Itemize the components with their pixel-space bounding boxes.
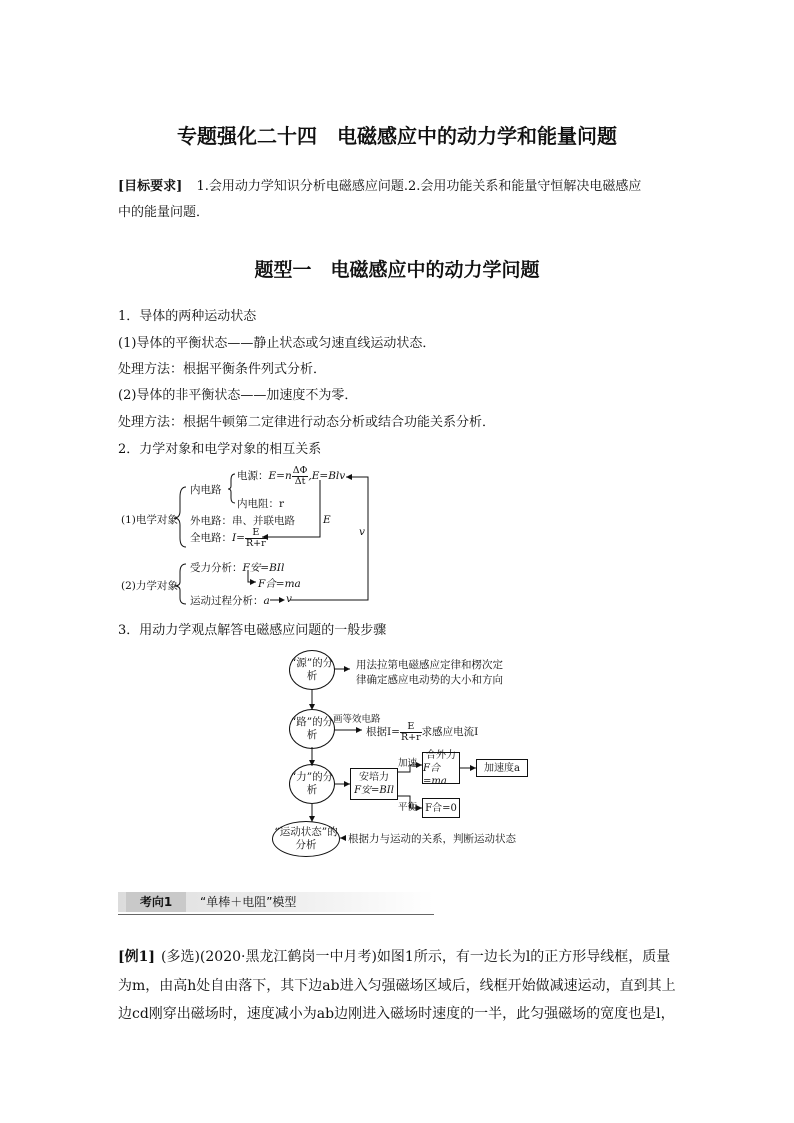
source-text-1: 用法拉第电磁感应定律和楞次定 (356, 659, 503, 671)
example-line-1 (118, 946, 670, 966)
banner-text: “单棒＋电阻”模型 (200, 895, 297, 909)
current-rule-fraction (400, 722, 422, 742)
circuit-analysis-node: “路”的分析 (289, 709, 335, 749)
ampere-force-box-formula: F安=BIl (354, 785, 394, 796)
example-text-1: (多选)(2020·黑龙江鹤岗一中月考)如图1所示，有一边长为l的正方形导线框，质量 (161, 949, 671, 965)
inner-circuit-label: 内电路 (190, 484, 222, 496)
item1-a-method: 处理方法：根据平衡条件列式分析． (118, 362, 327, 377)
accelerate-label: 加速 (398, 758, 418, 769)
example-line-2: 为m，由高h处自由落下，其下边ab进入匀强磁场区域后，线框开始做减速运动，直到其上 (118, 978, 676, 994)
e-loop-label: E (323, 514, 331, 526)
source-text-2: 律确定感应电动势的大小和方向 (356, 674, 503, 686)
ampere-force-formula: F安=BIl (242, 562, 285, 574)
outer-circuit: 外电路：串、并联电路 (190, 515, 295, 527)
current-rule-den: R+r (400, 731, 421, 743)
net-force-box (422, 749, 460, 787)
draw-equivalent-circuit: 画等效电路 (333, 714, 381, 725)
v-loop-label: v (359, 526, 365, 538)
force-analysis-node: “力”的分析 (289, 764, 335, 804)
net-force-box-formula: F合=ma (423, 762, 447, 787)
flux-fraction-num: ΔΦ (292, 465, 308, 476)
motion-state-node: “运动状态”的分析 (272, 821, 340, 857)
ampere-force-box (350, 768, 398, 800)
acceleration-box: 加速度a (476, 759, 528, 777)
net-force-box-title: 合外力 (426, 749, 456, 761)
net-force-formula: F合=ma (258, 578, 301, 590)
banner-underline (118, 914, 434, 915)
goal-label: [目标要求] (118, 179, 183, 194)
motion-state-text: 根据力与运动的关系，判断运动状态 (348, 833, 516, 845)
current-fraction-den: R+r (245, 537, 266, 549)
motional-emf: ,E=Blv (308, 470, 346, 482)
electric-object-label: (1)电学对象 (121, 514, 178, 526)
inner-resistance: 内电阻：r (237, 498, 285, 510)
page-title: 专题强化二十四 电磁感应中的动力学和能量问题 (177, 124, 617, 148)
v-symbol: v (286, 593, 292, 605)
item1-heading: 1．导体的两种运动状态 (118, 309, 257, 324)
flux-fraction-den: Δt (294, 475, 306, 487)
banner-tag: 考向1 (126, 892, 186, 912)
mech-object-label: (2)力学对象 (121, 580, 178, 592)
force-analysis-label: 受力分析： (190, 562, 243, 574)
item1-b: (2)导体的非平衡状态——加速度不为零． (118, 388, 358, 403)
a-symbol: a (263, 595, 270, 607)
item1-a: (1)导体的平衡状态——静止状态或匀速直线运动状态． (118, 336, 436, 351)
example-label: [例1] (118, 949, 155, 965)
balance-label: 平衡 (398, 802, 418, 813)
current-rule (366, 722, 478, 742)
goal-text-1: 1.会用动力学知识分析电磁感应问题.2.会用功能关系和能量守恒解决电磁感应 (196, 179, 642, 194)
current-fraction-num: E (245, 528, 267, 539)
emf-formula: E=n (268, 470, 292, 482)
item2-heading: 2．力学对象和电学对象的相互关系 (118, 442, 322, 457)
current-formula: I= (232, 532, 245, 544)
goal-text-2: 中的能量问题． (118, 205, 210, 220)
current-rule-num: E (400, 722, 422, 733)
motion-analysis-label: 运动过程分析： (190, 595, 264, 607)
net-zero-box: F合=0 (422, 798, 460, 818)
item3-heading: 3．用动力学观点解答电磁感应问题的一般步骤 (118, 623, 387, 638)
current-rule-suffix: 求感应电流I (421, 726, 479, 738)
source-label: 电源： (237, 470, 269, 482)
full-circuit-label: 全电路： (190, 532, 232, 544)
topic-banner (118, 887, 434, 915)
ampere-force-box-title: 安培力 (359, 772, 389, 783)
source-analysis-node: “源”的分析 (289, 650, 335, 690)
example-line-3: 边cd刚穿出磁场时，速度减小为ab边刚进入磁场时速度的一半，此匀强磁场的宽度也是l， (118, 1006, 675, 1022)
item1-b-method: 处理方法：根据牛顿第二定律进行动态分析或结合功能关系分析． (118, 415, 496, 430)
section-heading: 题型一 电磁感应中的动力学问题 (254, 259, 540, 281)
current-rule-prefix: 根据I= (366, 726, 400, 738)
